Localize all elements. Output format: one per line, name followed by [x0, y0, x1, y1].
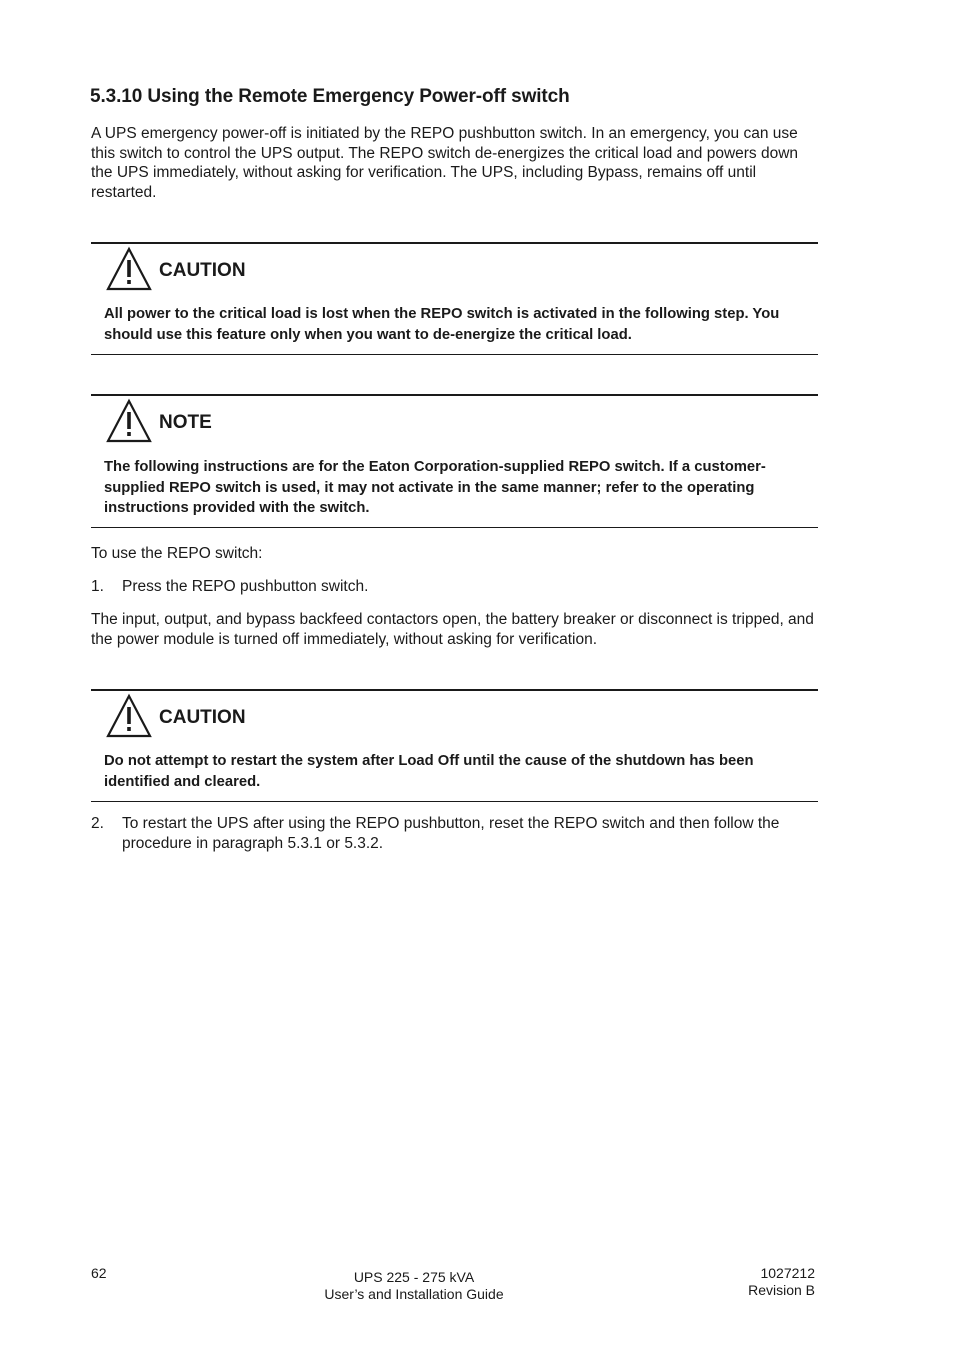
result-paragraph: The input, output, and bypass backfeed contactors open, the battery breaker or disconnect is tripped, and the power module is turned off immediately, without asking for verification. [91, 611, 814, 648]
step-number: 1. [91, 578, 104, 595]
page-number: 62 [91, 1265, 107, 1281]
warning-triangle-icon [105, 398, 153, 444]
caution-title: CAUTION [159, 260, 246, 281]
caution-title: CAUTION [159, 707, 246, 728]
step-number: 2. [91, 815, 104, 832]
caution-text: Do not attempt to restart the system after Load Off until the cause of the shutdown has been identified and cleared. [104, 753, 754, 790]
note-box [91, 394, 818, 528]
footer-doc-number: 1027212 [760, 1265, 815, 1281]
footer-revision: Revision B [748, 1282, 815, 1298]
footer-title [300, 1269, 528, 1303]
procedure-lead: To use the REPO switch: [91, 545, 263, 562]
warning-triangle-icon [105, 693, 153, 739]
footer-doc-info [700, 1265, 815, 1299]
list-item [91, 814, 816, 854]
footer-guide: User’s and Installation Guide [324, 1286, 504, 1302]
note-title: NOTE [159, 412, 212, 433]
footer-product: UPS 225 - 275 kVA [353, 1269, 475, 1285]
caution-box-2 [91, 689, 818, 802]
step-text: To restart the UPS after using the REPO pushbutton, reset the REPO switch and then follow the procedure in paragraph 5.3.1 or 5.3.2. [122, 815, 780, 852]
note-text: The following instructions are for the Eaton Corporation-supplied REPO switch. If a customer-supplied REPO switch is used, it may not activate in the same manner; refer to the operating instructions provided with the switch. [104, 459, 766, 516]
section-heading: 5.3.10 Using the Remote Emergency Power-off switch [90, 86, 570, 107]
warning-triangle-icon [105, 246, 153, 292]
caution-text: All power to the critical load is lost when the REPO switch is activated in the following step. You should use this feature only when you want to de-energize the critical load. [104, 306, 780, 343]
caution-box-1 [91, 242, 818, 355]
intro-paragraph: A UPS emergency power-off is initiated by the REPO pushbutton switch. In an emergency, you can use this switch to control the UPS output. The REPO switch de-energizes the critical load and powers down the UPS immediately, without asking for verification. The UPS, including Bypass, remains off until restarted. [91, 125, 799, 201]
step-text: Press the REPO pushbutton switch. [122, 578, 369, 595]
